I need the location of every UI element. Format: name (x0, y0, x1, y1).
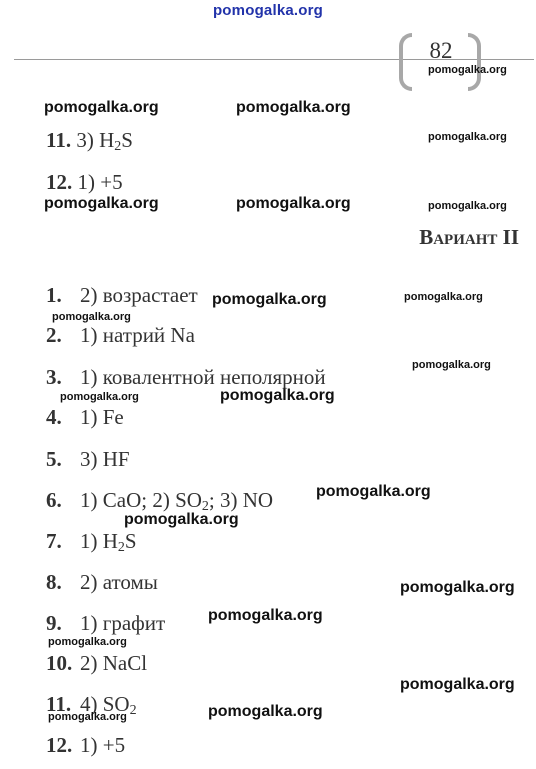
site-header: pomogalka.org (212, 2, 324, 19)
answer-number: 11. (46, 692, 72, 716)
answer-text: 1) +5 (80, 733, 126, 757)
answer-row (46, 365, 326, 389)
answer-row (46, 405, 124, 429)
watermark: pomogalka.org (48, 636, 127, 648)
watermark: pomogalka.org (428, 64, 507, 76)
watermark: pomogalka.org (404, 291, 483, 303)
answer-number: 7. (46, 529, 62, 553)
watermark: pomogalka.org (212, 291, 327, 308)
answer-number: 1. (46, 283, 62, 307)
watermark: pomogalka.org (428, 131, 507, 143)
answer-text: 3) HF (80, 447, 130, 471)
watermark: pomogalka.org (48, 711, 127, 723)
answer-row (46, 283, 198, 307)
answer-text: 2) возрастает (80, 283, 198, 307)
watermark: pomogalka.org (428, 200, 507, 212)
watermark: pomogalka.org (44, 195, 159, 212)
answer-row (46, 447, 130, 471)
answer-row (46, 529, 137, 553)
answer-row (46, 170, 123, 194)
answer-number: 2. (46, 323, 62, 347)
answer-number: 12. (46, 170, 73, 194)
answer-text: 1) $H_2S$ (80, 529, 137, 555)
answer-row (46, 128, 133, 152)
answer-number: 8. (46, 570, 62, 594)
answer-row (46, 323, 195, 347)
answer-number: 10. (46, 651, 73, 675)
answer-number: 11. (46, 128, 72, 152)
answer-row (46, 570, 158, 594)
variant-title: Вариант II (419, 225, 519, 249)
watermark: pomogalka.org (220, 387, 335, 404)
answer-text: 1) натрий Na (80, 323, 195, 347)
answer-number: 3. (46, 365, 62, 389)
answer-text: 1) +5 (77, 170, 123, 194)
answer-number: 12. (46, 733, 73, 757)
watermark: pomogalka.org (412, 359, 491, 371)
answer-row (46, 488, 273, 512)
answer-number: 5. (46, 447, 62, 471)
answer-text: 4) $SO_2$ (80, 692, 137, 718)
answer-text: 3) $H_2S$ (76, 128, 133, 154)
watermark: pomogalka.org (400, 579, 515, 596)
watermark: pomogalka.org (208, 703, 323, 720)
watermark: pomogalka.org (44, 99, 159, 116)
watermark: pomogalka.org (124, 511, 239, 528)
watermark: pomogalka.org (316, 483, 431, 500)
answer-text: 1) ковалентной неполярной (80, 365, 326, 389)
answer-row (46, 733, 125, 757)
watermark: pomogalka.org (208, 607, 323, 624)
watermark: pomogalka.org (52, 311, 131, 323)
watermark: pomogalka.org (60, 391, 139, 403)
answer-row (46, 651, 147, 675)
answer-text: 2) NaCl (80, 651, 148, 675)
watermark: pomogalka.org (236, 99, 351, 116)
answer-row (46, 611, 165, 635)
answer-text: 1) CaO; 2) $SO_2$; 3) NO (80, 488, 274, 514)
answer-text: 1) графит (80, 611, 166, 635)
watermark: pomogalka.org (236, 195, 351, 212)
answer-text: 2) атомы (80, 570, 158, 594)
answer-number: 6. (46, 488, 62, 512)
page-number: 82 (429, 38, 453, 63)
answer-number: 9. (46, 611, 62, 635)
answer-number: 4. (46, 405, 62, 429)
watermark: pomogalka.org (400, 676, 515, 693)
answer-text: 1) Fe (80, 405, 124, 429)
